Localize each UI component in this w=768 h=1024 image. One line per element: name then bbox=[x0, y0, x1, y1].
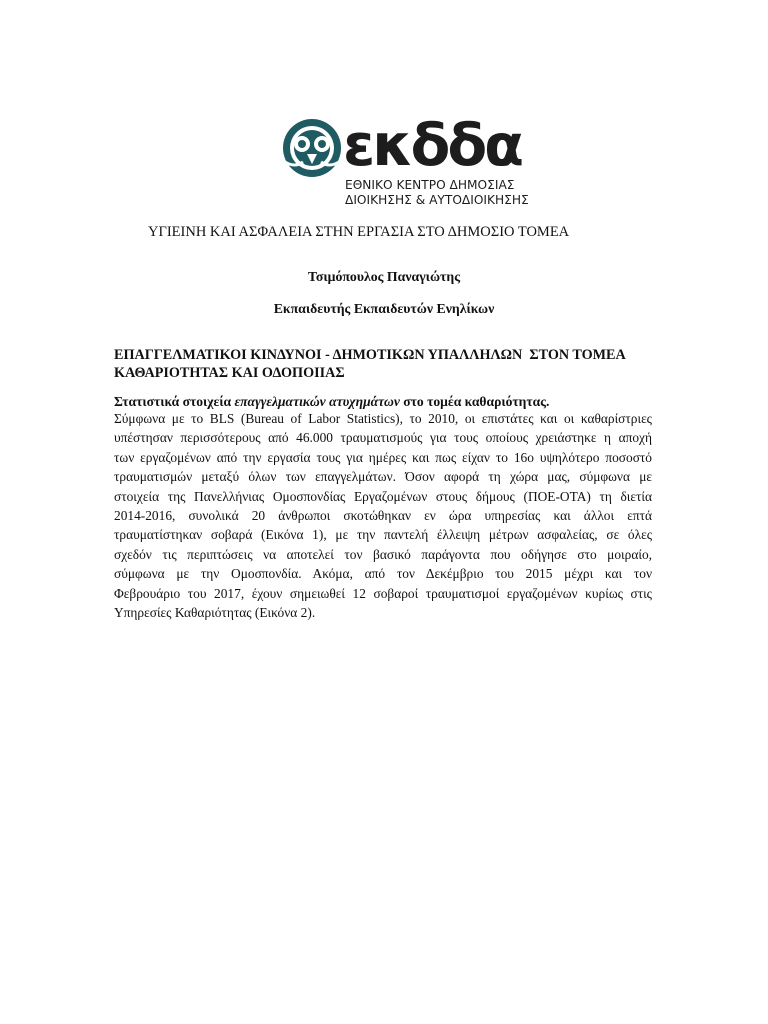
section-heading-line-2: ΚΑΘΑΡΙΟΤΗΤΑΣ ΚΑΙ ΟΔΟΠΟΙΙΑΣ bbox=[114, 365, 345, 381]
body-line: σχεδόν τις περιπτώσεις να αποτελεί τον βασικό παράγοντα που οδήγησε στο μοιραίο, bbox=[114, 546, 652, 562]
logo-subtitle-line-2: ΔΙΟΙΚΗΣΗΣ & ΑΥΤΟΔΙΟΙΚΗΣΗΣ bbox=[345, 193, 529, 207]
body-line: τραυματίστηκαν σοβαρά (Εικόνα 1), με την παντελή έλλειψη μέτρων ασφαλείας, σε όλες bbox=[114, 527, 652, 543]
body-line: Φεβρουάριο του 2017, έχουν σημειωθεί 12 σοβαροί τραυματισμοί εργαζομένων κυρίως στις bbox=[114, 585, 652, 601]
stats-subheading-part-1: Στατιστικά στοιχεία bbox=[114, 394, 235, 409]
body-line: υπέστησαν περισσότερους από 46.000 τραυματισμούς για τους οποίους χρειάστηκε η αποχή bbox=[114, 430, 652, 446]
stats-subheading-part-3: στο τομέα καθαριότητας. bbox=[399, 394, 550, 409]
body-line: σύμφωνα με την Ομοσπονδία. Ακόμα, από τον Δεκέμβριο του 2015 μέχρι και τον bbox=[114, 566, 652, 582]
body-line: 2014-2016, συνολικά 20 άνθρωποι σκοτώθηκαν εν ώρα υπηρεσίας και άλλοι επτά bbox=[114, 508, 652, 524]
body-line: Σύμφωνα με το BLS (Bureau of Labor Statistics), το 2010, οι επιστάτες και οι καθαρίστριες bbox=[114, 411, 652, 426]
body-paragraph bbox=[114, 409, 652, 622]
body-line: στοιχεία της Πανελλήνιας Ομοσπονδίας Εργαζομένων στους δήμους (ΠΟΕ-ΟΤΑ) τη διετία bbox=[114, 488, 652, 504]
ekdda-logo bbox=[281, 111, 529, 208]
owl-emblem-icon bbox=[281, 118, 343, 178]
logo-wordmark: εκδδα bbox=[343, 111, 522, 179]
logo-subtitle-line-1: ΕΘΝΙΚΟ ΚΕΝΤΡΟ ΔΗΜΟΣΙΑΣ bbox=[345, 178, 515, 192]
stats-subheading-emphasis: επαγγελματικών ατυχημάτων bbox=[234, 394, 400, 409]
author-name: Τσιμόπουλος Παναγιώτης bbox=[307, 269, 461, 284]
body-line: Υπηρεσίες Καθαριότητας (Εικόνα 2). bbox=[114, 605, 316, 621]
body-line: των εργαζομένων από την εργασία τους για ημέρες και πως είχαν το 16ο υψηλότερο ποσοστό bbox=[114, 449, 652, 465]
body-line: τραυματισμών μεταξύ όλων των επαγγελμάτων. Όσον αφορά τη χώρα μας, σύμφωνα με bbox=[114, 469, 652, 485]
author-role: Εκπαιδευτής Εκπαιδευτών Ενηλίκων bbox=[273, 301, 495, 316]
section-heading-line-1: ΕΠΑΓΓΕΛΜΑΤΙΚΟΙ ΚΙΝΔΥΝΟΙ - ΔΗΜΟΤΙΚΩΝ ΥΠΑΛΛΗΛΩΝ ΣΤΟΝ ΤΟΜΕΑ bbox=[114, 347, 626, 363]
section-heading bbox=[114, 346, 654, 382]
document-title: ΥΓΙΕΙΝΗ ΚΑΙ ΑΣΦΑΛΕΙΑ ΣΤΗΝ ΕΡΓΑΣΙΑ ΣΤΟ ΔΗΜΟΣΙΟ ΤΟΜΕΑ bbox=[148, 224, 570, 240]
stats-subheading bbox=[114, 394, 549, 410]
